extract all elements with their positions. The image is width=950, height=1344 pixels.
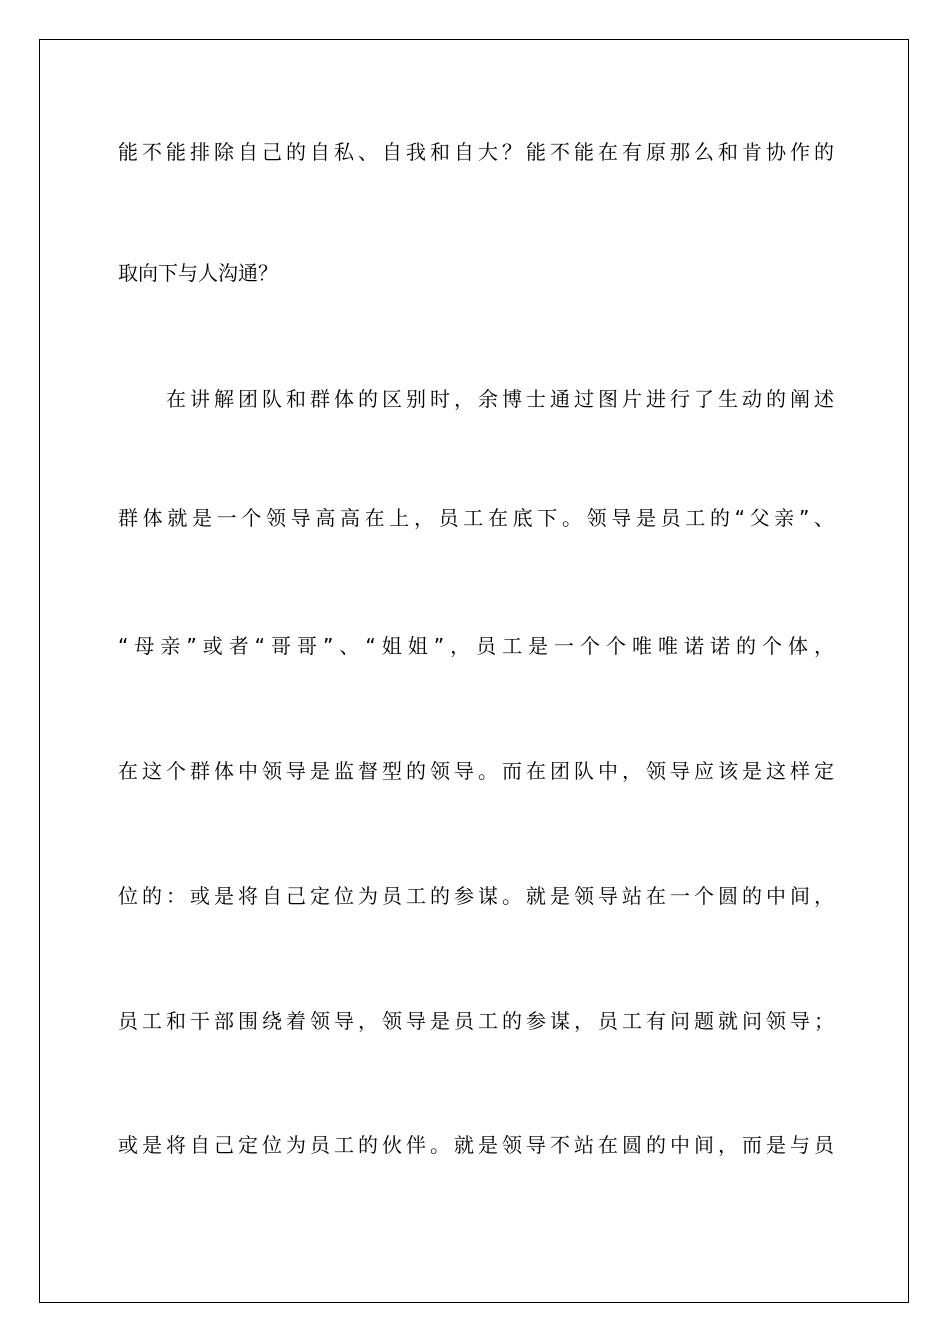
document-page (39, 39, 909, 1303)
text-line-6: 在这个群体中领导是监督型的领导。而在团队中，领导应该是这样定 (118, 759, 834, 783)
text-line-2: 取向下与人沟通？ (118, 261, 278, 285)
text-line-5: “母亲”或者“哥哥”、“姐姐”，员工是一个个唯唯诺诺的个体， (118, 634, 834, 658)
text-line-7: 位的：或是将自己定位为员工的参谋。就是领导站在一个圆的中间， (118, 884, 834, 908)
text-line-1: 能不能排除自己的自私、自我和自大？能不能在有原那么和肯协作的 (118, 140, 834, 164)
text-line-8: 员工和干部围绕着领导，领导是员工的参谋，员工有问题就问领导； (118, 1009, 834, 1033)
text-line-9: 或是将自己定位为员工的伙伴。就是领导不站在圆的中间，而是与员 (118, 1133, 834, 1157)
text-line-4: 群体就是一个领导高高在上，员工在底下。领导是员工的“父亲”、 (118, 506, 834, 530)
text-line-3: 在讲解团队和群体的区别时，余博士通过图片进行了生动的阐述 (166, 387, 834, 411)
